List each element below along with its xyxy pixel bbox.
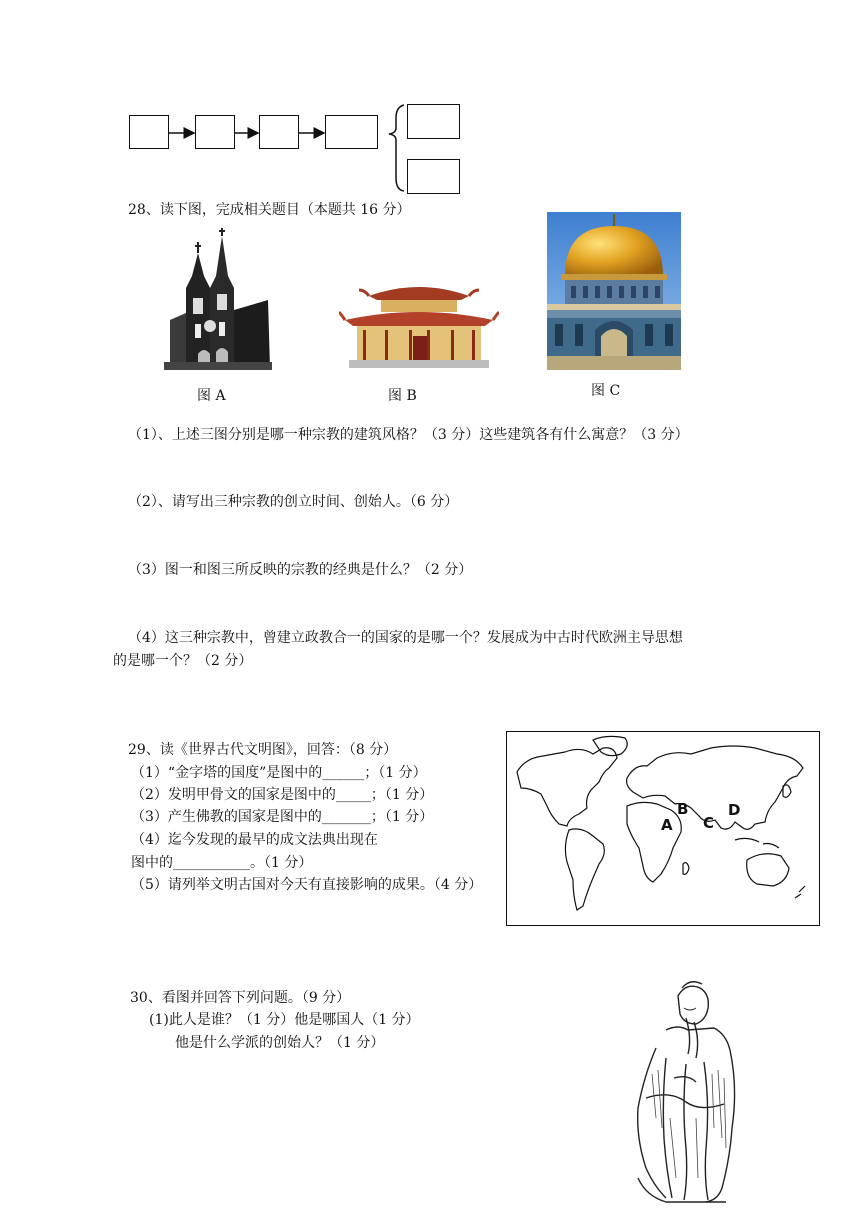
q28-sub2: （2）、请写出三种宗教的创立时间、创始人。（6 分）	[128, 494, 459, 510]
q29-sub1: （1）“金字塔的国度”是图中的______；（1 分）	[131, 765, 427, 781]
q30-sub1-line1: (1)此人是谁？（1 分）他是哪国人（1 分）	[149, 1012, 420, 1028]
temple-image	[339, 268, 499, 368]
q29-sub5: （5）请列举文明古国对今天有直接影响的成果。（4 分）	[131, 877, 483, 893]
q28-sub1: （1）、上述三图分别是哪一种宗教的建筑风格？（3 分）这些建筑各有什么寓意？（3 分）	[128, 427, 689, 443]
q28-sub4-line1: （4）这三种宗教中，曾建立政教合一的国家的是哪一个？发展成为中古时代欧洲主导思想	[128, 630, 683, 646]
confucius-portrait	[626, 978, 750, 1206]
flow-arrows	[0, 0, 860, 200]
fig-c-caption: 图 C	[591, 383, 621, 399]
q29-sub4-line1: （4）迄今发现的最早的成文法典出现在	[131, 832, 378, 848]
dome-image	[547, 212, 681, 370]
q28-sub4-line2: 的是哪一个？（2 分）	[113, 653, 253, 669]
church-image	[164, 228, 272, 370]
q29-sub3: （3）产生佛教的国家是图中的_______；（1 分）	[131, 809, 434, 825]
map-label-a: A	[661, 816, 673, 834]
q29-sub4-line2: 图中的___________。（1 分）	[131, 855, 313, 871]
map-label-c: C	[703, 814, 715, 832]
q30-sub1-line2: 他是什么学派的创始人？（1 分）	[175, 1035, 385, 1051]
q29-title: 29、读《世界古代文明图》，回答：（8 分）	[128, 742, 398, 758]
world-map	[506, 731, 820, 926]
q28-title: 28、读下图，完成相关题目（本题共 16 分）	[128, 202, 411, 218]
map-label-b: B	[677, 800, 689, 818]
q28-sub3: （3）图一和图三所反映的宗教的经典是什么？（2 分）	[128, 562, 473, 578]
fig-b-caption: 图 B	[388, 388, 417, 404]
map-label-d: D	[728, 801, 741, 819]
q29-sub2: （2）发明甲骨文的国家是图中的_____；（1 分）	[131, 787, 434, 803]
q30-title: 30、看图并回答下列问题。（9 分）	[130, 990, 351, 1006]
fig-a-caption: 图 A	[197, 388, 226, 404]
